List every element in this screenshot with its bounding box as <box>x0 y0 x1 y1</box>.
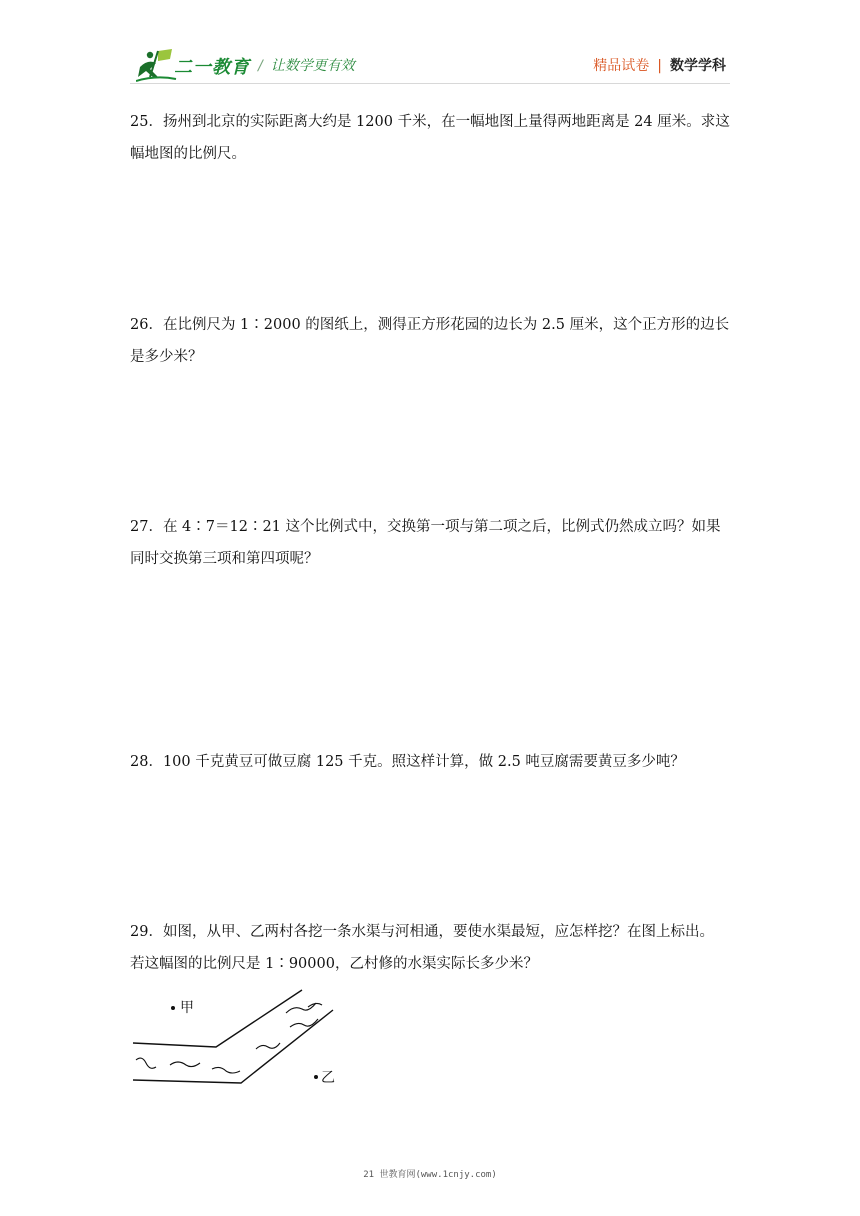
header-divider <box>130 83 730 84</box>
tag-subject: 数学学科 <box>670 58 726 74</box>
question-27 <box>130 511 732 575</box>
question-28 <box>130 746 732 778</box>
question-29 <box>130 916 732 980</box>
river-figure <box>128 985 368 1095</box>
page-footer: 21 世教育网(www.1cnjy.com) <box>363 1170 497 1180</box>
subject-tag <box>593 55 726 75</box>
village-dot <box>314 1075 318 1079</box>
question-line: 幅地图的比例尺。 <box>130 146 246 162</box>
question-line: 若这幅图的比例尺是 1∶90000，乙村修的水渠实际长多少米？ <box>130 956 538 972</box>
question-line: 26．在比例尺为 1∶2000 的图纸上，测得正方形花园的边长为 2.5 厘米，这个正方形的边长 <box>130 317 730 333</box>
slogan-text: 让数学更有效 <box>270 58 355 74</box>
village-dot <box>171 1006 175 1010</box>
slogan-separator: / <box>258 58 263 74</box>
village-a-label: 甲 <box>180 1000 194 1016</box>
slogan <box>258 55 355 75</box>
question-26 <box>130 309 732 373</box>
question-line: 25．扬州到北京的实际距离大约是 1200 千米，在一幅地图上量得两地距离是 24 厘米。求这 <box>130 114 730 130</box>
tag-premium: 精品试卷 <box>593 58 650 74</box>
question-line: 27．在 4∶7＝12∶21 这个比例式中，交换第一项与第二项之后，比例式仍然成立吗？如果 <box>130 519 721 535</box>
question-line: 28．100 千克黄豆可做豆腐 125 千克。照这样计算，做 2.5 吨豆腐需要黄豆多少吨？ <box>130 754 685 770</box>
question-line: 同时交换第三项和第四项呢？ <box>130 551 319 567</box>
question-line: 29．如图，从甲、乙两村各挖一条水渠与河相通，要使水渠最短，应怎样挖？在图上标出。 <box>130 924 714 940</box>
logo-text: 二一教育 <box>174 57 250 78</box>
page-header <box>0 0 860 90</box>
village-b-label: 乙 <box>321 1070 335 1086</box>
question-line: 是多少米？ <box>130 349 203 365</box>
tag-separator: | <box>657 58 662 74</box>
question-25 <box>130 106 732 170</box>
